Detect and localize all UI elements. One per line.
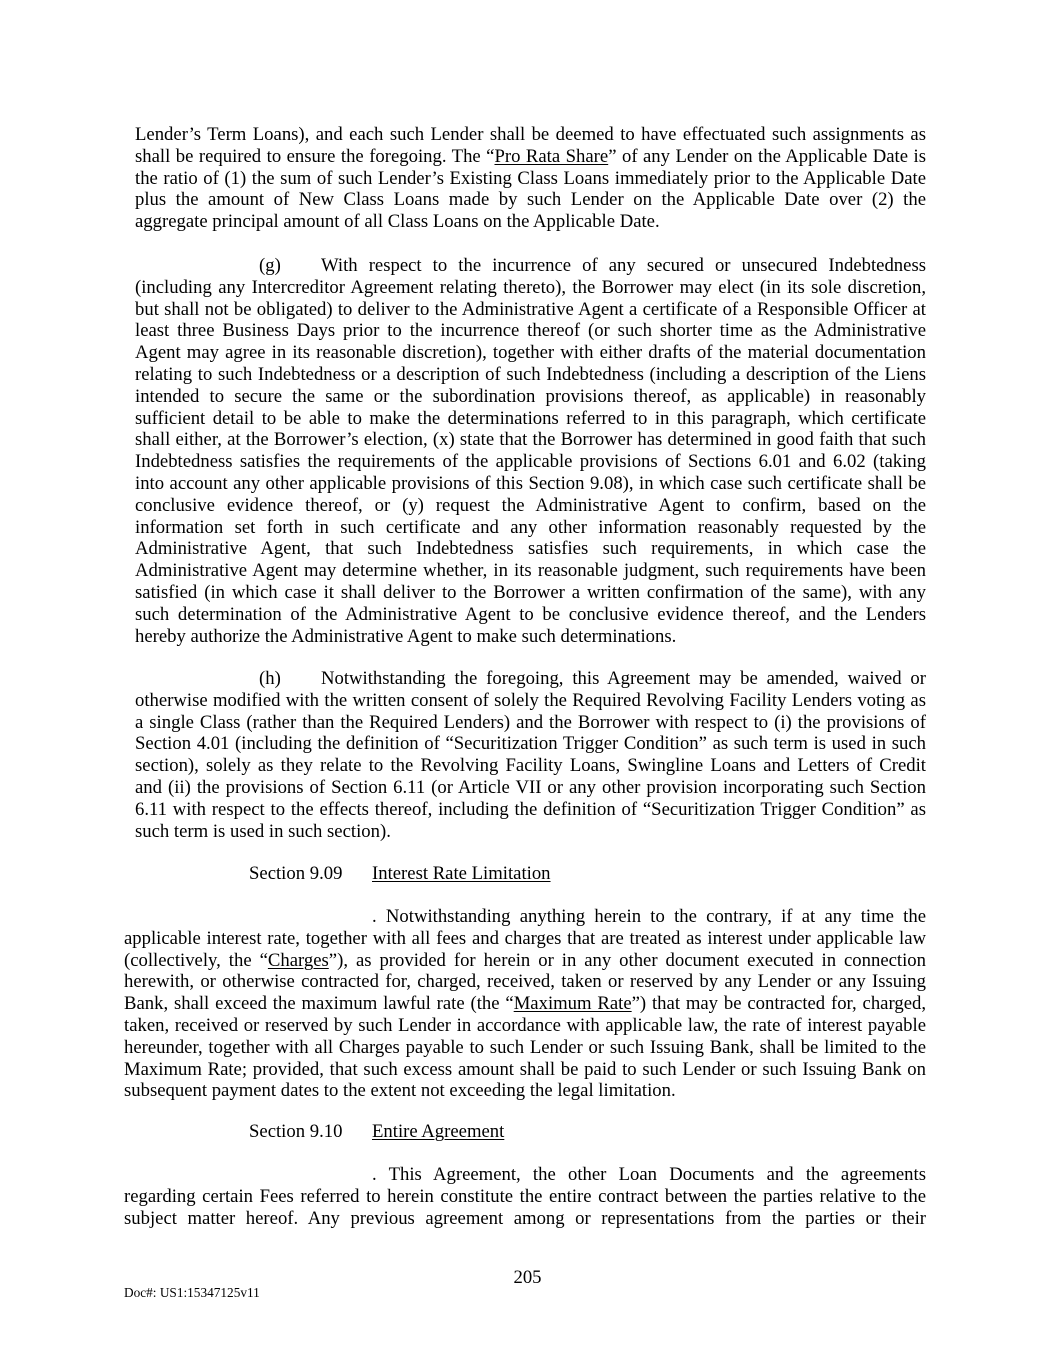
text-line: section), solely as they relate to the Revolving Facility Loans, Swingline Loans and Letters of Credit [135, 755, 926, 777]
text-run: ”), as provided for herein or in any other document executed in connection [328, 949, 926, 971]
text-line: information set forth in such certificate and any other information reasonably requested by the [135, 516, 926, 538]
paragraph-g [135, 255, 926, 647]
text-line [135, 146, 926, 168]
text-line: (including any Intercreditor Agreement relating thereto), the Borrower may elect (in its sole discretion, [135, 276, 926, 298]
defined-term: Maximum Rate [513, 993, 632, 1015]
text-line: Administrative Agent, that such Indebtedness satisfies such requirements, in which case the [135, 538, 926, 560]
text-line: conclusive evidence thereof, or (y) request the Administrative Agent to confirm, based on the [135, 494, 926, 516]
text-line: into account any other applicable provisions of this Section 9.08), in which case such certificate shall be [135, 472, 926, 494]
text-line [124, 993, 926, 1015]
text-run: With respect to the incurrence of any secured or unsecured Indebtedness [321, 255, 926, 276]
text-line [135, 255, 926, 277]
paragraph-f-continuation [135, 124, 926, 233]
text-line: otherwise modified with the written consent of solely the Required Revolving Facility Lenders voting as [135, 689, 926, 711]
text-line: such determination of the Administrative Agent to be conclusive evidence thereof, and the Lenders [135, 603, 926, 625]
section-number: Section 9.09 [249, 863, 343, 884]
text-run: (collectively, the “ [124, 949, 268, 971]
text-line: satisfied (in which case it shall deliver to the Borrower a written confirmation of the same), with any [135, 581, 926, 603]
text-line: subsequent payment dates to the extent not exceeding the legal limitation. [124, 1080, 676, 1102]
paragraph-h [135, 668, 926, 842]
text-run: ”) that may be contracted for, charged, [631, 993, 927, 1015]
text-line: 6.11 with respect to the effects thereof, including the definition of “Securitization Trigger Condition” as [135, 798, 926, 820]
text-line: subject matter hereof. Any previous agreement among or representations from the parties or their [124, 1207, 926, 1229]
section-title: Interest Rate Limitation [372, 863, 551, 884]
text-line: but shall not be obligated) to deliver to the Administrative Agent a certificate of a Responsible Officer at [135, 298, 926, 320]
page-number: 205 [513, 1267, 542, 1288]
text-line: aggregate principal amount of all Class Loans on the Applicable Date. [135, 211, 660, 233]
text-run: Bank, shall exceed the maximum lawful rate (the “ [124, 993, 514, 1015]
text-run: shall be required to ensure the foregoing. The “ [135, 145, 495, 167]
text-line: applicable interest rate, together with all fees and charges that are treated as interest under applicable law [124, 927, 926, 949]
section-9-09-body [124, 906, 926, 1102]
text-line: least three Business Days prior to the incurrence thereof (or such shorter time as the Administrative [135, 320, 926, 342]
text-line: intended to secure the same or the subordination provisions thereof, as applicable) in reasonably [135, 385, 926, 407]
text-line: regarding certain Fees referred to herein constitute the entire contract between the parties relative to the [124, 1185, 926, 1207]
section-title: Entire Agreement [372, 1121, 505, 1142]
text-line: taken, received or reserved by such Lender in accordance with applicable law, the rate of interest payable [124, 1014, 926, 1036]
text-line: . Notwithstanding anything herein to the contrary, if at any time the [372, 906, 926, 927]
text-run: ” of any Lender on the Applicable Date is [608, 145, 926, 167]
text-line: the ratio of (1) the sum of such Lender’s Existing Class Loans immediately prior to the Applicable Date [135, 167, 926, 189]
section-number: Section 9.10 [249, 1121, 343, 1142]
text-line: Indebtedness satisfies the requirements of the applicable provisions of Sections 6.01 and 6.02 (taking [135, 451, 926, 473]
section-9-10-body [124, 1164, 926, 1229]
text-line: hereunder, together with all Charges payable to such Lender or such Issuing Bank, shall be limited to the [124, 1036, 926, 1058]
text-line: sufficient detail to be able to make the determinations referred to in this paragraph, which certificate [135, 407, 926, 429]
text-line: and (ii) the provisions of Section 6.11 (or Article VII or any other provision incorporating such Section [135, 776, 926, 798]
paragraph-label: (h) [259, 668, 281, 689]
text-line: Section 4.01 (including the definition of “Securitization Trigger Condition” as such term is used in such [135, 733, 926, 755]
text-line: such term is used in such section). [135, 820, 391, 842]
defined-term: Charges [267, 949, 329, 971]
text-line: Administrative Agent may determine whether, in its reasonable judgment, such requirements have been [135, 560, 926, 582]
document-id: Doc#: US1:15347125v11 [124, 1285, 260, 1300]
text-line: Lender’s Term Loans), and each such Lender shall be deemed to have effectuated such assignments as [135, 124, 926, 145]
section-9-09-heading [124, 863, 1051, 885]
defined-term: Pro Rata Share [494, 145, 609, 167]
text-line: Maximum Rate; provided, that such excess amount shall be paid to such Lender or such Issuing Bank on [124, 1058, 926, 1080]
section-9-10-heading [124, 1121, 1051, 1143]
text-line: plus the amount of New Class Loans made by such Lender on the Applicable Date over (2) the [135, 189, 926, 211]
text-line: relating to such Indebtedness or a description of such Indebtedness (including a description of the Liens [135, 363, 926, 385]
text-line: hereby authorize the Administrative Agent to make such determinations. [135, 625, 677, 647]
text-line [135, 668, 926, 690]
paragraph-label: (g) [259, 255, 281, 276]
text-line: a single Class (rather than the Required Lenders) and the Borrower with respect to (i) the provisions of [135, 711, 926, 733]
text-run: Notwithstanding the foregoing, this Agreement may be amended, waived or [321, 668, 926, 689]
text-line: Agent may agree in its reasonable discretion), together with either drafts of the material documentation [135, 342, 926, 364]
text-line: shall either, at the Borrower’s election, (x) state that the Borrower has determined in good faith that such [135, 429, 926, 451]
text-line: herewith, or otherwise contracted for, charged, received, taken or reserved by any Lender or any Issuing [124, 971, 926, 993]
text-line [124, 950, 926, 972]
text-line: . This Agreement, the other Loan Documents and the agreements [372, 1164, 926, 1185]
